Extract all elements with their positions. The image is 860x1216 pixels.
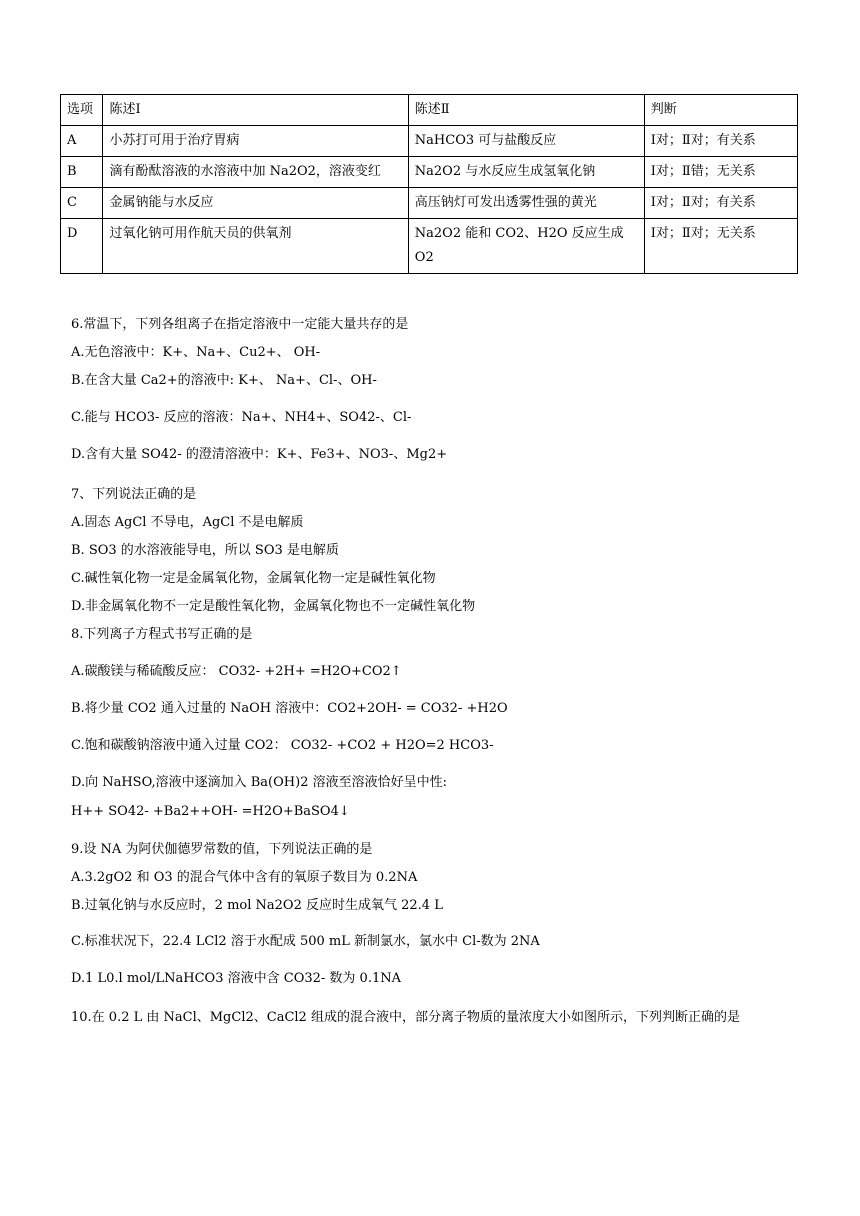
row-statement-2: NaHCO3 可与盐酸反应: [408, 126, 644, 157]
question-option: D.含有大量 SO42- 的澄清溶液中：K+、Fe3+、NO3-、Mg2+: [71, 447, 448, 462]
question-stem: 6.常温下，下列各组离子在指定溶液中一定能大量共存的是: [71, 317, 409, 332]
table-row: [61, 157, 798, 188]
header-statement-2: 陈述Ⅱ: [408, 95, 644, 126]
row-option: C: [61, 188, 103, 219]
question-option: D.非金属氧化物不一定是酸性氧化物，金属氧化物也不一定碱性氧化物: [71, 599, 476, 614]
question-option: B.过氧化钠与水反应时，2 mol Na2O2 反应时生成氧气 22.4 L: [71, 898, 443, 913]
row-statement-2: Na2O2 与水反应生成氢氧化钠: [408, 157, 644, 188]
row-statement-2: Na2O2 能和 CO2、H2O 反应生成 O2: [408, 219, 644, 274]
row-judgement: Ⅰ对；Ⅱ对；无关系: [644, 219, 797, 274]
row-judgement: Ⅰ对；Ⅱ对；有关系: [644, 126, 797, 157]
row-option: B: [61, 157, 103, 188]
table-row: [61, 188, 798, 219]
header-statement-1: 陈述Ⅰ: [103, 95, 408, 126]
row-statement-1: 小苏打可用于治疗胃病: [103, 126, 408, 157]
question-option: B.将少量 CO2 通入过量的 NaOH 溶液中：CO2+2OH- = CO32- +H2O: [71, 701, 508, 716]
row-option: D: [61, 219, 103, 274]
question-option: A.碳酸镁与稀硫酸反应： CO32- +2H+ =H2O+CO2↑: [71, 664, 402, 679]
question-option: B.在含大量 Ca2+的溶液中: K+、 Na+、Cl-、OH-: [71, 373, 377, 388]
row-judgement: Ⅰ对；Ⅱ错；无关系: [644, 157, 797, 188]
row-statement-2: 高压钠灯可发出透雾性强的黄光: [408, 188, 644, 219]
header-option: 选项: [61, 95, 103, 126]
row-judgement: Ⅰ对；Ⅱ对；有关系: [644, 188, 797, 219]
header-judgement: 判断: [644, 95, 797, 126]
row-statement-1: 过氧化钠可用作航天员的供氧剂: [103, 219, 408, 274]
table-row: [61, 219, 798, 274]
question-stem: 8.下列离子方程式书写正确的是: [71, 627, 253, 642]
table-header-row: [61, 95, 798, 126]
statement-table: [60, 94, 798, 274]
question-stem: 10.在 0.2 L 由 NaCl、MgCl2、CaCl2 组成的混合液中，部分离子物质的量浓度大小如图所示，下列判断正确的是: [71, 1010, 740, 1025]
question-option: H++ SO42- +Ba2++OH- =H2O+BaSO4↓: [71, 804, 350, 819]
row-statement-1: 金属钠能与水反应: [103, 188, 408, 219]
question-option: C.能与 HCO3- 反应的溶液：Na+、NH4+、SO42-、Cl-: [71, 410, 412, 425]
question-stem: 7、下列说法正确的是: [71, 487, 197, 502]
question-option: C.饱和碳酸钠溶液中通入过量 CO2： CO32- +CO2 + H2O=2 HCO3-: [71, 738, 494, 753]
question-option: D.1 L0.l mol/LNaHCO3 溶液中含 CO32- 数为 0.1NA: [71, 971, 401, 986]
question-option: C.碱性氧化物一定是金属氧化物，金属氧化物一定是碱性氧化物: [71, 571, 436, 586]
question-option: B. SO3 的水溶液能导电，所以 SO3 是电解质: [71, 543, 339, 558]
question-option: A.3.2gO2 和 O3 的混合气体中含有的氧原子数目为 0.2NA: [71, 870, 418, 885]
question-option: A.无色溶液中：K+、Na+、Cu2+、 OH-: [71, 345, 321, 360]
table-row: [61, 126, 798, 157]
row-option: A: [61, 126, 103, 157]
question-option: C.标准状况下，22.4 LCl2 溶于水配成 500 mL 新制氯水，氯水中 Cl-数为 2NA: [71, 934, 540, 949]
row-statement-1: 滴有酚酞溶液的水溶液中加 Na2O2，溶液变红: [103, 157, 408, 188]
question-option: D.向 NaHSO,溶液中逐滴加入 Ba(OH)2 溶液至溶液恰好呈中性:: [71, 775, 447, 790]
question-stem: 9.设 NA 为阿伏伽德罗常数的值，下列说法正确的是: [71, 842, 373, 857]
question-option: A.固态 AgCl 不导电，AgCl 不是电解质: [71, 515, 304, 530]
